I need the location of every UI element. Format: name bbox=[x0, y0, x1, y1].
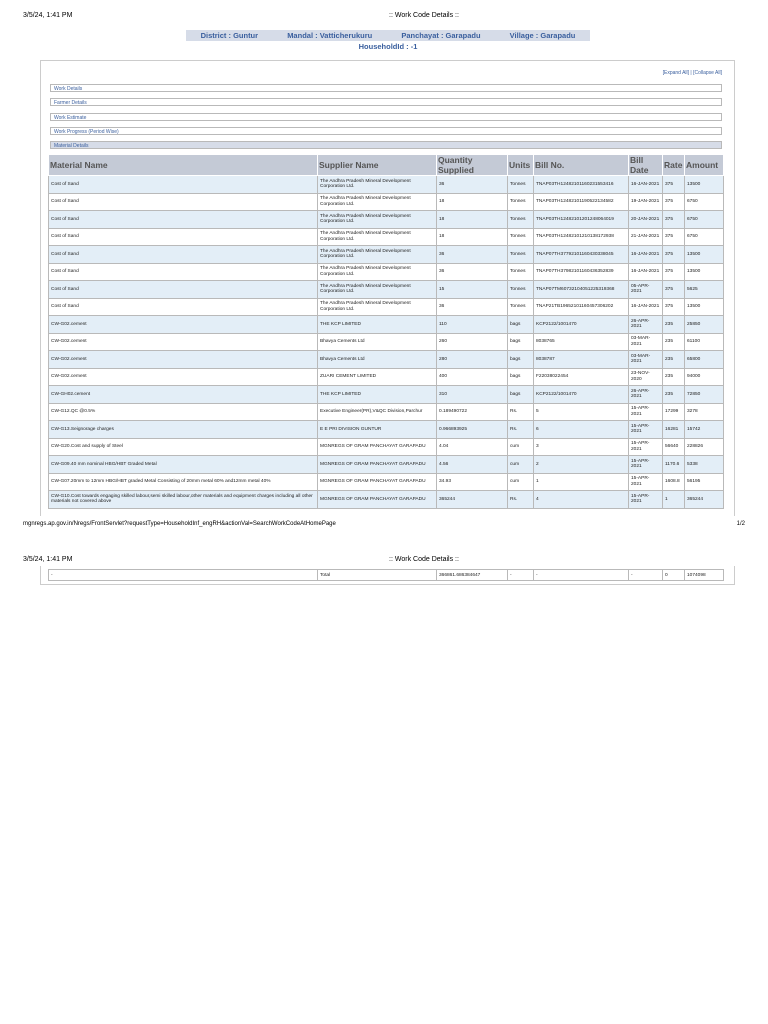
cell-units: Tonnes bbox=[508, 298, 534, 316]
material-details-table bbox=[48, 154, 724, 509]
cell-supplier-name: THE KCP LIMITED bbox=[318, 386, 437, 404]
cell-quantity: 0.966893925 bbox=[437, 421, 508, 439]
cell-units: Tonnes bbox=[508, 193, 534, 211]
cell-rate: 17299 bbox=[663, 403, 685, 421]
cell-units: Tonnes bbox=[508, 211, 534, 229]
cell-amount: 3278 bbox=[685, 403, 724, 421]
cell-units: Tonnes bbox=[508, 246, 534, 264]
cell-quantity: 15 bbox=[437, 281, 508, 299]
cell-quantity: 260 bbox=[437, 333, 508, 351]
cell-bill-no: 5 bbox=[534, 403, 629, 421]
cell-supplier-name: MGNREGS OF GRAM PANCHAYAT GARAPADU bbox=[318, 456, 437, 474]
print-datetime-page2: 3/5/24, 1:41 PM bbox=[23, 556, 73, 563]
cell-units: Tonnes bbox=[508, 263, 534, 281]
cell-bill-no: 1 bbox=[534, 473, 629, 491]
cell-material-name: CW-G09.40 mm nominal HBG/HBT Graded Metal bbox=[49, 456, 318, 474]
cell-units: bags bbox=[508, 386, 534, 404]
cell-amount: 13500 bbox=[685, 298, 724, 316]
total-row bbox=[49, 570, 724, 581]
cell-supplier-name: The Andhra Pradesh Mineral Development Corporation Ltd. bbox=[318, 281, 437, 299]
cell-material-name: CW-G20.Cost and supply of Steel bbox=[49, 438, 318, 456]
cell-material-name: Cost of Sand bbox=[49, 176, 318, 194]
total-cell: - bbox=[508, 570, 534, 581]
location-bar bbox=[186, 30, 590, 41]
table-row bbox=[49, 281, 724, 299]
mandal-label: Mandal : Vatticherukuru bbox=[287, 31, 373, 40]
expand-collapse-links: [Expand All] | [Collapse All] bbox=[662, 70, 722, 76]
cell-quantity: 4.04 bbox=[437, 438, 508, 456]
table-row bbox=[49, 176, 724, 194]
table-row bbox=[49, 386, 724, 404]
cell-bill-date: 20-JAN-2021 bbox=[629, 211, 663, 229]
cell-material-name: CW-G13.Seignorage charges bbox=[49, 421, 318, 439]
cell-material-name: Cost of Sand bbox=[49, 298, 318, 316]
cell-material-name: CW-G02.cement bbox=[49, 351, 318, 369]
table-row bbox=[49, 246, 724, 264]
cell-bill-date: 16-JAN-2021 bbox=[629, 298, 663, 316]
cell-quantity: 36 bbox=[437, 298, 508, 316]
cell-supplier-name: MGNREGS OF GRAM PANCHAYAT GARAPADU bbox=[318, 438, 437, 456]
print-title-page2: :: Work Code Details :: bbox=[389, 556, 459, 563]
cell-supplier-name: MGNREGS OF GRAM PANCHAYAT GARAPADU bbox=[318, 473, 437, 491]
cell-material-name: CW-G12.QC @0.5% bbox=[49, 403, 318, 421]
cell-bill-date: 05-APR-2021 bbox=[629, 281, 663, 299]
cell-rate: 1608.8 bbox=[663, 473, 685, 491]
table-row bbox=[49, 456, 724, 474]
cell-amount: 56195 bbox=[685, 473, 724, 491]
cell-supplier-name: Executive Engineer(PR),V&QC Division,Parchur bbox=[318, 403, 437, 421]
cell-supplier-name: Bhavya Cements Ltd bbox=[318, 333, 437, 351]
footer-url: mgnregs.ap.gov.in/Nregs/FrontServlet?requestType=HouseholdInf_engRH&actionVal=SearchWorkCodeAtHomePage bbox=[23, 521, 336, 527]
cell-rate: 375 bbox=[663, 298, 685, 316]
cell-rate: 235 bbox=[663, 316, 685, 334]
print-datetime: 3/5/24, 1:41 PM bbox=[23, 12, 73, 19]
cell-rate: 235 bbox=[663, 351, 685, 369]
cell-amount: 61100 bbox=[685, 333, 724, 351]
total-cell: - bbox=[629, 570, 663, 581]
cell-units: Rs. bbox=[508, 403, 534, 421]
cell-bill-no: 4 bbox=[534, 491, 629, 509]
table-row bbox=[49, 211, 724, 229]
cell-bill-no: 6 bbox=[534, 421, 629, 439]
cell-amount: 6750 bbox=[685, 211, 724, 229]
table-row bbox=[49, 298, 724, 316]
cell-units: bags bbox=[508, 368, 534, 386]
cell-rate: 375 bbox=[663, 193, 685, 211]
cell-bill-no: TNAP03TH12482101190522134582 bbox=[534, 193, 629, 211]
cell-units: bags bbox=[508, 333, 534, 351]
cell-quantity: 34.93 bbox=[437, 473, 508, 491]
col-bill-no: Bill No. bbox=[534, 155, 629, 176]
col-amount: Amount bbox=[685, 155, 724, 176]
cell-quantity: 400 bbox=[437, 368, 508, 386]
cell-rate: 235 bbox=[663, 368, 685, 386]
village-label: Village : Garapadu bbox=[509, 31, 576, 40]
col-supplier-name: Supplier Name bbox=[318, 155, 437, 176]
cell-supplier-name: The Andhra Pradesh Mineral Development Corporation Ltd. bbox=[318, 298, 437, 316]
section-material-details[interactable]: Material Details bbox=[50, 141, 722, 149]
cell-units: Tonnes bbox=[508, 176, 534, 194]
cell-bill-date: 23-NOV-2020 bbox=[629, 368, 663, 386]
cell-rate: 375 bbox=[663, 263, 685, 281]
cell-material-name: CW-G07.20mm to 12mm HBG/HBT graded Metal Consisting of 20mm metal 60% and12mm metal 40% bbox=[49, 473, 318, 491]
cell-units: Tonnes bbox=[508, 228, 534, 246]
cell-supplier-name: The Andhra Pradesh Mineral Development Corporation Ltd. bbox=[318, 176, 437, 194]
table-row bbox=[49, 491, 724, 509]
cell-rate: 375 bbox=[663, 176, 685, 194]
cell-bill-no: TNAP07TM60732104051225319368 bbox=[534, 281, 629, 299]
cell-rate: 375 bbox=[663, 246, 685, 264]
col-bill-date: Bill Date bbox=[629, 155, 663, 176]
cell-material-name: Cost of Sand bbox=[49, 281, 318, 299]
section-work-estimate[interactable]: Work Estimate bbox=[50, 113, 722, 121]
table-row bbox=[49, 421, 724, 439]
cell-bill-no: F22038022454 bbox=[534, 368, 629, 386]
cell-bill-date: 03-MAR-2021 bbox=[629, 351, 663, 369]
cell-quantity: 0.189490722 bbox=[437, 403, 508, 421]
cell-bill-no: 8038765 bbox=[534, 333, 629, 351]
print-header bbox=[0, 12, 768, 26]
cell-amount: 5625 bbox=[685, 281, 724, 299]
cell-rate: 235 bbox=[663, 333, 685, 351]
cell-quantity: 36 bbox=[437, 246, 508, 264]
cell-rate: 1170.6 bbox=[663, 456, 685, 474]
footer-page-number: 1/2 bbox=[736, 521, 745, 527]
cell-quantity: 365244 bbox=[437, 491, 508, 509]
cell-rate: 235 bbox=[663, 386, 685, 404]
cell-amount: 365244 bbox=[685, 491, 724, 509]
cell-supplier-name: The Andhra Pradesh Mineral Development Corporation Ltd. bbox=[318, 193, 437, 211]
cell-units: bags bbox=[508, 351, 534, 369]
cell-supplier-name: The Andhra Pradesh Mineral Development Corporation Ltd. bbox=[318, 246, 437, 264]
cell-bill-no: 3 bbox=[534, 438, 629, 456]
cell-amount: 65800 bbox=[685, 351, 724, 369]
total-amount: 1074098 bbox=[685, 570, 724, 581]
cell-amount: 13500 bbox=[685, 246, 724, 264]
section-farmer-details[interactable]: Farmer Details bbox=[50, 98, 722, 106]
cell-bill-date: 15-APR-2021 bbox=[629, 403, 663, 421]
cell-rate: 1 bbox=[663, 491, 685, 509]
cell-bill-no: 8038787 bbox=[534, 351, 629, 369]
total-quantity: 366861.686384647 bbox=[437, 570, 508, 581]
total-rate: 0 bbox=[663, 570, 685, 581]
cell-material-name: Cost of Sand bbox=[49, 193, 318, 211]
cell-material-name: CW-G02.cement bbox=[49, 368, 318, 386]
cell-quantity: 18 bbox=[437, 193, 508, 211]
cell-units: Tonnes bbox=[508, 281, 534, 299]
cell-material-name: Cost of Sand bbox=[49, 246, 318, 264]
cell-bill-date: 15-APR-2021 bbox=[629, 473, 663, 491]
cell-amount: 94000 bbox=[685, 368, 724, 386]
cell-quantity: 4.56 bbox=[437, 456, 508, 474]
cell-quantity: 18 bbox=[437, 211, 508, 229]
table-row bbox=[49, 333, 724, 351]
cell-units: Rs. bbox=[508, 421, 534, 439]
total-table bbox=[48, 569, 724, 581]
total-cell: - bbox=[534, 570, 629, 581]
cell-bill-date: 26-APR-2021 bbox=[629, 316, 663, 334]
table-row bbox=[49, 351, 724, 369]
cell-bill-date: 21-JAN-2021 bbox=[629, 228, 663, 246]
cell-amount: 15742 bbox=[685, 421, 724, 439]
cell-quantity: 18 bbox=[437, 228, 508, 246]
cell-amount: 13500 bbox=[685, 263, 724, 281]
cell-supplier-name: The Andhra Pradesh Mineral Development Corporation Ltd. bbox=[318, 211, 437, 229]
cell-supplier-name: E E PRI DIVISION GUNTUR bbox=[318, 421, 437, 439]
cell-units: cum bbox=[508, 456, 534, 474]
cell-quantity: 36 bbox=[437, 176, 508, 194]
cell-bill-date: 16-JAN-2021 bbox=[629, 176, 663, 194]
cell-bill-no: TNAP07TH37982101160436352839 bbox=[534, 263, 629, 281]
cell-bill-no: 2 bbox=[534, 456, 629, 474]
cell-material-name: Cost of Sand bbox=[49, 211, 318, 229]
cell-bill-no: TNAP03TH12482101201248064019 bbox=[534, 211, 629, 229]
cell-bill-date: 15-APR-2021 bbox=[629, 438, 663, 456]
total-label: Total bbox=[318, 570, 437, 581]
table-row bbox=[49, 228, 724, 246]
expand-all-link[interactable]: [Expand All] bbox=[662, 70, 690, 76]
cell-amount: 25850 bbox=[685, 316, 724, 334]
cell-bill-no: TNAP03TH12482101210138172938 bbox=[534, 228, 629, 246]
cell-material-name: Cost of Sand bbox=[49, 263, 318, 281]
cell-rate: 16281 bbox=[663, 421, 685, 439]
cell-quantity: 110 bbox=[437, 316, 508, 334]
cell-supplier-name: The Andhra Pradesh Mineral Development Corporation Ltd. bbox=[318, 263, 437, 281]
cell-rate: 375 bbox=[663, 211, 685, 229]
section-work-details[interactable]: Work Details bbox=[50, 84, 722, 92]
cell-amount: 72850 bbox=[685, 386, 724, 404]
cell-rate: 375 bbox=[663, 228, 685, 246]
cell-amount: 228826 bbox=[685, 438, 724, 456]
cell-units: Rs. bbox=[508, 491, 534, 509]
cell-supplier-name: MGNREGS OF GRAM PANCHAYAT GARAPADU bbox=[318, 491, 437, 509]
cell-bill-no: TNAP03TH12482101160231553416 bbox=[534, 176, 629, 194]
cell-bill-no: KCP2122/1001470 bbox=[534, 316, 629, 334]
col-units: Units bbox=[508, 155, 534, 176]
print-title: :: Work Code Details :: bbox=[389, 12, 459, 19]
table-row bbox=[49, 438, 724, 456]
cell-amount: 5338 bbox=[685, 456, 724, 474]
cell-bill-date: 16-JAN-2021 bbox=[629, 263, 663, 281]
table-row bbox=[49, 263, 724, 281]
cell-bill-date: 03-MAR-2021 bbox=[629, 333, 663, 351]
table-row bbox=[49, 473, 724, 491]
cell-bill-date: 16-JAN-2021 bbox=[629, 246, 663, 264]
cell-quantity: 310 bbox=[437, 386, 508, 404]
cell-quantity: 280 bbox=[437, 351, 508, 369]
cell-material-name: CW-G10.Cost towards engaging skilled labour,semi skilled labour,other materials and equipment charges including all other materials not covered above bbox=[49, 491, 318, 509]
cell-bill-no: KCP2122/1001470 bbox=[534, 386, 629, 404]
section-work-progress[interactable]: Work Progress (Period Wise) bbox=[50, 127, 722, 135]
total-cell: - bbox=[49, 570, 318, 581]
cell-supplier-name: THE KCP LIMITED bbox=[318, 316, 437, 334]
col-quantity: Quantity Supplied bbox=[437, 155, 508, 176]
cell-supplier-name: Bhavya Cements Ltd bbox=[318, 351, 437, 369]
cell-units: bags bbox=[508, 316, 534, 334]
cell-bill-date: 15-APR-2021 bbox=[629, 421, 663, 439]
cell-material-name: CW-G02.cement bbox=[49, 316, 318, 334]
table-row bbox=[49, 368, 724, 386]
cell-amount: 13500 bbox=[685, 176, 724, 194]
cell-units: cum bbox=[508, 473, 534, 491]
collapse-all-link[interactable]: [Collapse All] bbox=[693, 70, 722, 76]
cell-bill-no: TNAP07TH37792101160430338045 bbox=[534, 246, 629, 264]
cell-units: cum bbox=[508, 438, 534, 456]
cell-bill-date: 15-APR-2021 bbox=[629, 491, 663, 509]
cell-supplier-name: The Andhra Pradesh Mineral Development Corporation Ltd. bbox=[318, 228, 437, 246]
cell-material-name: CW-GH02.cement bbox=[49, 386, 318, 404]
cell-quantity: 36 bbox=[437, 263, 508, 281]
cell-material-name: Cost of Sand bbox=[49, 228, 318, 246]
cell-bill-date: 19-JAN-2021 bbox=[629, 193, 663, 211]
cell-rate: 56640 bbox=[663, 438, 685, 456]
household-id: HouseholdId : -1 bbox=[358, 42, 418, 51]
cell-bill-no: TNAP21TB19652101160457306202 bbox=[534, 298, 629, 316]
col-rate: Rate bbox=[663, 155, 685, 176]
table-row bbox=[49, 403, 724, 421]
cell-material-name: CW-G02.cement bbox=[49, 333, 318, 351]
table-row bbox=[49, 316, 724, 334]
table-header-row bbox=[49, 155, 724, 176]
table-row bbox=[49, 193, 724, 211]
district-label: District : Guntur bbox=[200, 31, 259, 40]
cell-bill-date: 26-APR-2021 bbox=[629, 386, 663, 404]
col-material-name: Material Name bbox=[49, 155, 318, 176]
panchayat-label: Panchayat : Garapadu bbox=[401, 31, 481, 40]
cell-rate: 375 bbox=[663, 281, 685, 299]
cell-supplier-name: ZUARI CEMENT LIMITED bbox=[318, 368, 437, 386]
cell-amount: 6750 bbox=[685, 228, 724, 246]
cell-bill-date: 15-APR-2021 bbox=[629, 456, 663, 474]
cell-amount: 6750 bbox=[685, 193, 724, 211]
